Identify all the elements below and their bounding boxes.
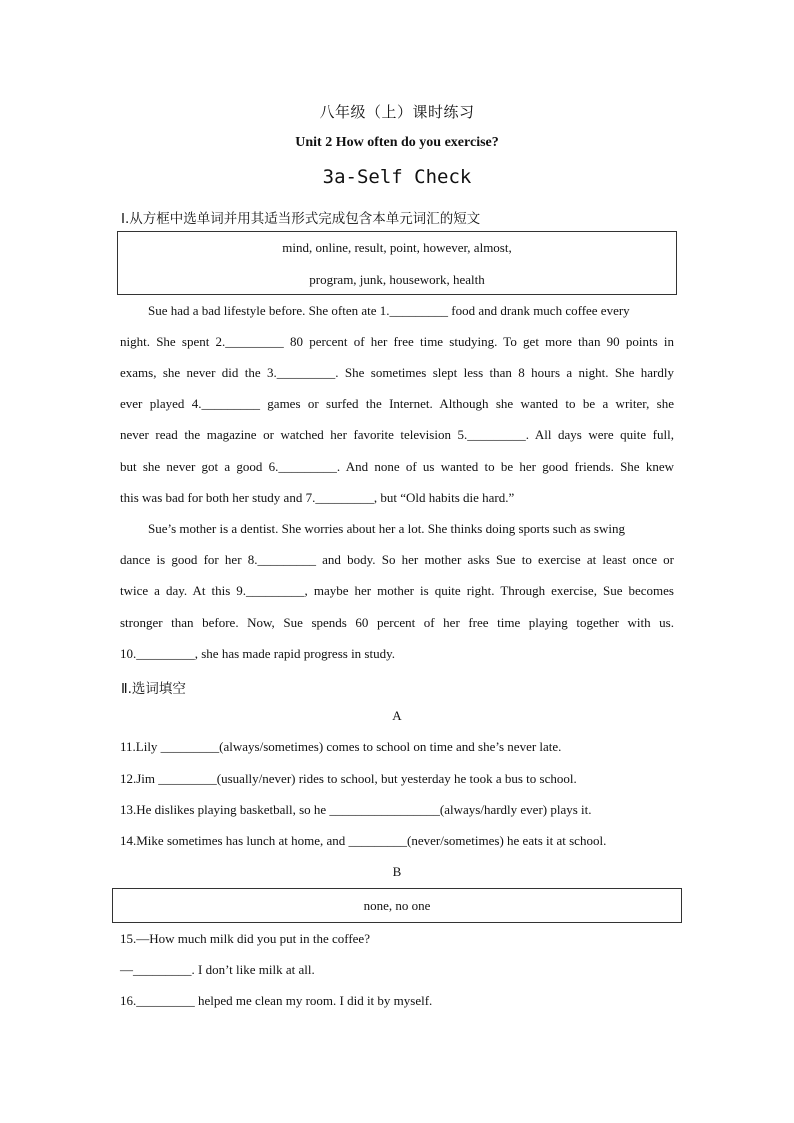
question-16: 16._________ helped me clean my room. I did it by myself.	[120, 993, 433, 1008]
passage-line: this was bad for both her study and 7._________, but “Old habits die hard.”	[120, 490, 515, 505]
passage-line: never read the magazine or watched her favorite television 5._________. All days were quite full,	[120, 427, 674, 442]
word-box	[117, 231, 677, 295]
question-15-answer: —_________. I don’t like milk at all.	[120, 962, 315, 977]
passage-line: but she never got a good 6._________. And none of us wanted to be her good friends. She knew	[120, 459, 674, 474]
question-11: 11.Lily _________(always/sometimes) comes to school on time and she’s never late.	[120, 739, 562, 754]
question-14: 14.Mike sometimes has lunch at home, and _________(never/sometimes) he eats it at school.	[120, 833, 607, 848]
lesson-title: 3a-Self Check	[322, 166, 472, 188]
section-2-heading: Ⅱ.选词填空	[121, 681, 186, 697]
part-b-label: B	[392, 864, 402, 879]
question-12: 12.Jim _________(usually/never) rides to school, but yesterday he took a bus to school.	[120, 771, 577, 786]
passage-line: Sue had a bad lifestyle before. She often ate 1._________ food and drank much coffee every	[148, 303, 630, 318]
word-box-line: program, junk, housework, health	[309, 272, 485, 287]
passage-line: 10._________, she has made rapid progress in study.	[120, 646, 396, 661]
word-box-line: mind, online, result, point, however, almost,	[282, 240, 512, 255]
part-a-label: A	[392, 708, 402, 723]
worksheet-title-chinese: 八年级（上）课时练习	[319, 103, 475, 121]
passage-line: night. She spent 2._________ 80 percent of her free time studying. To get more than 90 points in	[120, 334, 674, 349]
passage-line: dance is good for her 8._________ and body. So her mother asks Sue to exercise at least once or	[120, 552, 674, 567]
question-13: 13.He dislikes playing basketball, so he _________________(always/hardly ever) plays it.	[120, 802, 592, 817]
section-1-heading: Ⅰ.从方框中选单词并用其适当形式完成包含本单元词汇的短文	[121, 211, 481, 227]
question-15: 15.—How much milk did you put in the coffee?	[120, 931, 370, 946]
passage-line: ever played 4._________ games or surfed the Internet. Although she wanted to be a writer, she	[120, 396, 674, 411]
passage-line: exams, she never did the 3._________. She sometimes slept less than 8 hours a night. She hardly	[120, 365, 674, 380]
passage-line: twice a day. At this 9._________, maybe her mother is quite right. Through exercise, Sue becomes	[120, 583, 674, 598]
passage-line: stronger than before. Now, Sue spends 60 percent of her free time playing together with us.	[120, 615, 674, 630]
passage-line: Sue’s mother is a dentist. She worries about her a lot. She thinks doing sports such as swing	[148, 521, 625, 536]
unit-title: Unit 2 How often do you exercise?	[295, 135, 499, 150]
part-b-word-box-text: none, no one	[363, 898, 431, 913]
part-b-word-box	[112, 888, 682, 923]
